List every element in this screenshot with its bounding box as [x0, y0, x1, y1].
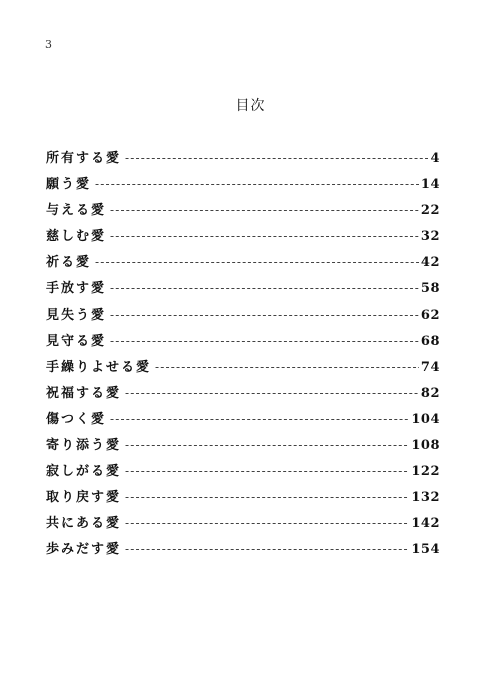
toc-leader-dots — [110, 281, 419, 295]
toc-entry — [46, 460, 440, 486]
toc-entry-page: 108 — [411, 438, 440, 454]
toc-entry-label: 共にある愛 — [46, 516, 122, 532]
toc-entry — [46, 382, 440, 408]
toc-entry-label: 願う愛 — [46, 177, 92, 193]
toc-entry-page: 14 — [420, 177, 440, 193]
toc-leader-dots — [125, 542, 409, 556]
table-of-contents — [46, 147, 440, 565]
toc-entry-page: 132 — [411, 490, 440, 506]
toc-entry-page: 58 — [420, 281, 440, 297]
toc-leader-dots — [110, 229, 419, 243]
toc-entry — [46, 486, 440, 512]
page-number: 3 — [45, 38, 52, 51]
toc-entry-page: 4 — [430, 151, 440, 166]
toc-leader-dots — [155, 360, 419, 374]
toc-entry-page: 82 — [420, 385, 440, 401]
toc-entry-label: 歩みだす愛 — [46, 542, 122, 558]
toc-leader-dots — [110, 308, 419, 322]
toc-entry-page: 62 — [420, 307, 440, 323]
toc-entry — [46, 304, 440, 330]
toc-entry — [46, 330, 440, 356]
toc-entry-label: 寄り添う愛 — [46, 438, 122, 454]
toc-entry-label: 寂しがる愛 — [46, 464, 122, 480]
toc-entry-label: 傷つく愛 — [46, 411, 107, 427]
toc-entry-label: 手繰りよせる愛 — [46, 359, 152, 375]
toc-entry-label: 取り戻す愛 — [46, 490, 122, 506]
toc-leader-dots — [125, 151, 428, 165]
toc-entry-label: 見守る愛 — [46, 333, 107, 349]
toc-entry — [46, 277, 440, 303]
toc-leader-dots — [125, 438, 409, 452]
toc-entry-label: 祈る愛 — [46, 255, 92, 271]
toc-entry-page: 68 — [420, 333, 440, 349]
toc-leader-dots — [110, 203, 419, 217]
toc-leader-dots — [125, 516, 409, 530]
toc-entry-page: 22 — [420, 203, 440, 219]
toc-leader-dots — [125, 386, 419, 400]
toc-entry — [46, 538, 440, 564]
toc-entry — [46, 225, 440, 251]
toc-leader-dots — [95, 177, 419, 191]
toc-leader-dots — [110, 412, 409, 426]
toc-leader-dots — [110, 334, 419, 348]
toc-entry-page: 142 — [411, 516, 440, 532]
toc-entry-page: 74 — [420, 359, 440, 375]
toc-title: 目次 — [235, 98, 266, 114]
toc-entry-page: 104 — [411, 411, 440, 427]
toc-entry-page: 42 — [420, 255, 440, 271]
toc-entry-page: 32 — [420, 229, 440, 245]
toc-leader-dots — [95, 255, 419, 269]
toc-entry-label: 与える愛 — [46, 203, 107, 219]
toc-entry-label: 所有する愛 — [46, 151, 122, 166]
toc-entry — [46, 356, 440, 382]
toc-entry — [46, 173, 440, 199]
toc-entry-page: 122 — [411, 464, 440, 480]
toc-entry-label: 慈しむ愛 — [46, 229, 107, 245]
toc-entry — [46, 199, 440, 225]
toc-entry — [46, 147, 440, 173]
toc-entry — [46, 408, 440, 434]
toc-entry-label: 見失う愛 — [46, 307, 107, 323]
toc-leader-dots — [125, 464, 409, 478]
toc-entry — [46, 512, 440, 538]
toc-entry-label: 手放す愛 — [46, 281, 107, 297]
toc-entry — [46, 251, 440, 277]
toc-entry-label: 祝福する愛 — [46, 385, 122, 401]
toc-entry — [46, 434, 440, 460]
toc-leader-dots — [125, 490, 409, 504]
toc-entry-page: 154 — [411, 542, 440, 558]
